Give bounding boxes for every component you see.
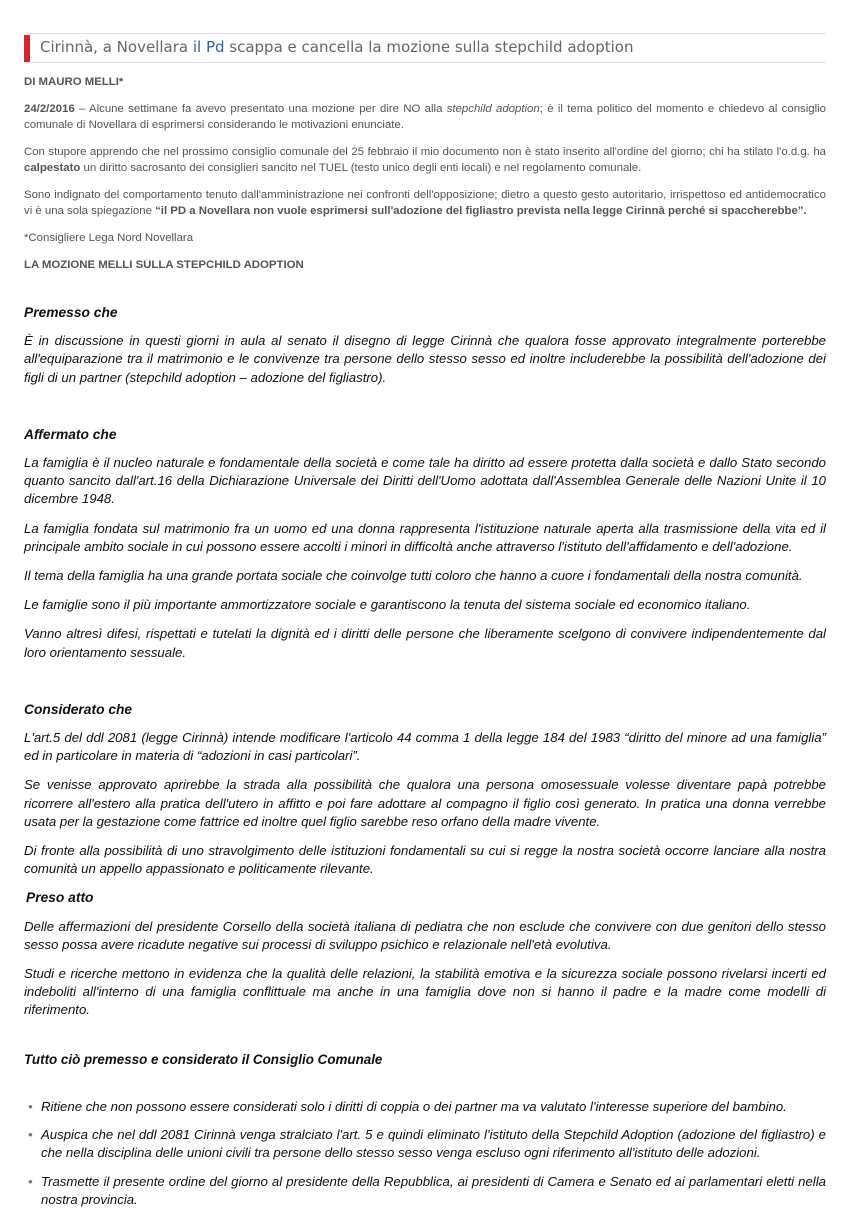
- section-heading: Preso atto: [26, 890, 94, 906]
- motion-paragraph: La famiglia fondata sul matrimonio fra un uomo ed una donna rappresenta l'istituzione naturale aperta alla trasmissione della vita ed il principale ambito sociale in cui possono essere accolti i minori in difficoltà anche attraverso l'istituto dell'affidamento e dell'adozione.: [24, 520, 826, 554]
- resolution-list: [24, 1098, 826, 1209]
- motion-paragraph: È in discussione in questi giorni in aula al senato il disegno di legge Cirinnà che qualora fosse approvato integralmente porterebbe all'equiparazione tra il matrimonio e le convivenze tra persone dello stesso sesso ed inoltre includerebbe la possibilità dell'adozione dei figli di un partner (stepchild adoption – adozione del figliastro).: [24, 333, 826, 385]
- list-item: • Trasmette il presente ordine del giorno al presidente della Repubblica, ai presidenti di Camera e Senato ed ai parlamentari eletti nella nostra provincia.: [28, 1173, 826, 1209]
- section-heading: Affermato che: [24, 426, 117, 442]
- section-heading: Premesso che: [24, 305, 118, 320]
- article-intro: [24, 74, 826, 284]
- motion-paragraph: Studi e ricerche mettono in evidenza che la qualità delle relazioni, la stabilità emotiva e la sicurezza sociale possono rivelarsi incerti ed indeboliti all'interno di una famiglia conflittuale ma anche in una famiglia dove non si hanno il padre e la madre come modelli di riferimento.: [24, 966, 826, 1018]
- author-byline: DI MAURO MELLI*: [24, 76, 124, 88]
- text-strong: calpestato: [24, 162, 81, 174]
- text-strong: “il PD a Novellara non vuole esprimersi sull'adozione del figliastro prevista nella legge Cirinnà perché si spaccherebbe”.: [155, 205, 807, 217]
- title-highlight: il Pd: [192, 38, 225, 56]
- spacer: [24, 673, 826, 701]
- intro-paragraph: [24, 187, 826, 219]
- intro-paragraph: [24, 144, 826, 176]
- motion-paragraph: Il tema della famiglia ha una grande portata sociale che coinvolge tutti coloro che hanno a cuore i fondamentali della nostra comunità.: [24, 568, 803, 584]
- text-span: – Alcune settimane fa avevo presentato una mozione per dire NO alla: [74, 103, 447, 115]
- resolution-heading: Tutto ciò premesso e considerato il Consiglio Comunale: [24, 1051, 383, 1067]
- motion-heading: LA MOZIONE MELLI SULLA STEPCHILD ADOPTION: [24, 259, 304, 271]
- motion-body: [24, 304, 826, 1219]
- article-title-bar: [24, 33, 826, 63]
- intro-paragraph: [24, 101, 826, 133]
- motion-paragraph: Di fronte alla possibilità di uno stravolgimento delle istituzioni fondamentali su cui si regge la nostra società occorre lanciare alla nostra comunità un appello appassionato e politicamente rilevante.: [24, 843, 826, 877]
- spacer: [24, 1080, 826, 1098]
- article-date: 24/2/2016: [24, 103, 75, 115]
- text-span: ; è il tema politico del momento e chiedevo al consiglio comunale di Novellara di esprimersi considerando le motivazioni enunciate.: [24, 103, 826, 131]
- text-emphasis: stepchild adoption: [446, 103, 540, 115]
- motion-paragraph: Delle affermazioni del presidente Corsello della società italiana di pediatra che non esclude che convivere con due genitori dello stesso sesso possa avere ricadute negative sui processi di sviluppo psichico e relazionale nell'età evolutiva.: [24, 918, 826, 952]
- list-item: • Ritiene che non possono essere considerati solo i diritti di coppia o dei partner ma va valutato l'interesse superiore del bambino.: [28, 1098, 826, 1116]
- author-signature: *Consigliere Lega Nord Novellara: [24, 232, 194, 244]
- motion-paragraph: Le famiglie sono il più importante ammortizzatore sociale e garantiscono la tenuta del sistema sociale ed economico italiano.: [24, 597, 751, 613]
- title-accent-bar: [24, 35, 30, 62]
- title-part: scappa e cancella la mozione sulla stepchild adoption: [224, 38, 634, 56]
- motion-paragraph: Se venisse approvato aprirebbe la strada alla possibilità che qualora una persona omosessuale volesse diventare papà potrebbe ricorrere all'estero alla pratica dell'utero in affitto e poi fare adottare al compagno il figlio così generato. In pratica una donna verrebbe usata per la gestazione come fattrice ed inoltre quel figlio sarebbe reso orfano della madre vivente.: [24, 777, 826, 829]
- section-heading: Considerato che: [24, 701, 133, 717]
- text-span: un diritto sacrosanto dei consiglieri sancito nel TUEL (testo unico degli enti locali) e nel regolamento comunale.: [80, 162, 642, 174]
- text-span: Con stupore apprendo che nel prossimo consiglio comunale del 25 febbraio il mio documento non è stato inserito all'ordine del giorno; chi ha stilato l'o.d.g. ha: [24, 146, 826, 158]
- text-span: Sono indignato del comportamento tenuto dall'amministrazione nei confronti dell'opposizione; dietro a questo gesto autoritario, irrispettoso ed antidemocratico vi è una sola spiegazione: [24, 189, 826, 217]
- article-title: [40, 38, 633, 56]
- motion-paragraph: L'art.5 del ddl 2081 (legge Cirinnà) intende modificare l'articolo 44 comma 1 della legge 184 del 1983 “diritto del minore ad una famiglia” ed in particolare in materia di “adozioni in casi particolari”.: [24, 730, 826, 764]
- spacer: [24, 398, 826, 426]
- motion-paragraph: La famiglia è il nucleo naturale e fondamentale della società e come tale ha diritto ad essere protetta dalla società e dallo Stato secondo quanto sancito dall'art.16 della Dichiarazione Universale dei Diritti dell'Uomo adottata dall'Assemblea Generale delle Nazioni Unite il 10 dicembre 1948.: [24, 455, 826, 507]
- motion-paragraph: Vanno altresì difesi, rispettati e tutelati la dignità ed i diritti delle persone che liberamente scelgono di convivere indipendentemente dal loro orientamento sessuale.: [24, 626, 826, 660]
- list-item: • Auspica che nel ddl 2081 Cirinnà venga stralciato l'art. 5 e quindi eliminato l'istituto della Stepchild Adoption (adozione del figliastro) e che nella disciplina delle unioni civili tra persone dello stesso sesso venga escluso ogni riferimento all'istituto delle adozioni.: [28, 1126, 826, 1162]
- title-part: Cirinnà, a Novellara: [40, 38, 193, 56]
- spacer: [24, 1031, 826, 1051]
